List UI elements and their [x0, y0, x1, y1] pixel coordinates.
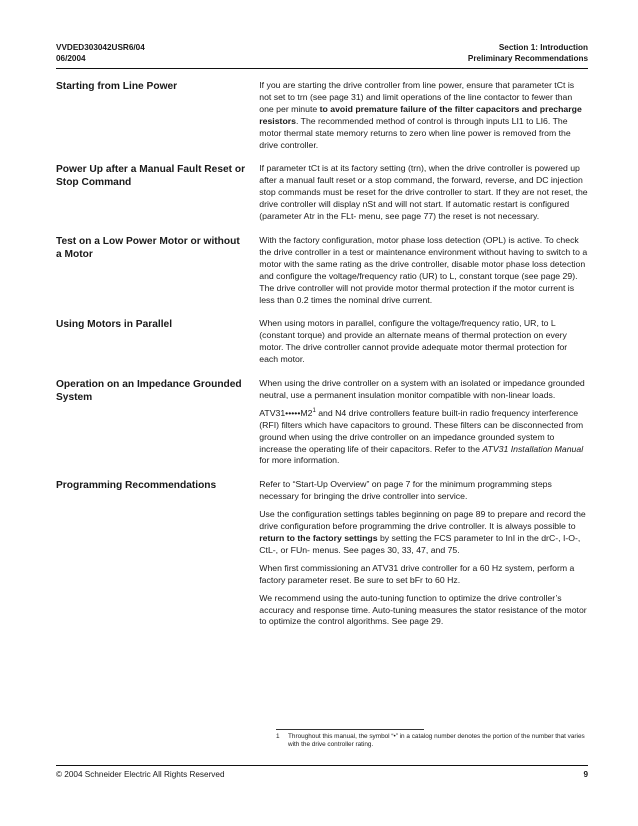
page-footer: [56, 770, 588, 779]
paragraph: [259, 408, 588, 468]
paragraph: When using the drive controller on a system with an isolated or impedance grounded neutral, use a permanent insulation monitor compatible with non-linear loads.: [259, 378, 585, 400]
section-motors-in-parallel: [56, 318, 588, 366]
page-header: [56, 42, 588, 64]
section-test-low-power-motor: [56, 235, 588, 306]
footnote: [276, 733, 588, 750]
bold-text: return to the factory settings: [259, 533, 378, 543]
text-run: If you are starting the drive controller from line power, ensure that parameter tCt is not set to trn (see page 31) and limit operations of the line contactor to fewer than one per minute: [259, 80, 575, 114]
page-number: 9: [583, 770, 588, 779]
text-run: . The recommended method of control is through inputs LI1 to LI6. The motor thermal state memory returns to zero when line power is removed from the drive controller.: [259, 115, 571, 150]
subsection-title: Preliminary Recommendations: [467, 54, 588, 63]
footnote-divider: [276, 729, 424, 730]
paragraph: With the factory configuration, motor phase loss detection (OPL) is active. To check the drive controller in a test or maintenance environment without having to switch to a motor with the same rating as the drive controller, disable motor phase loss detection and configure the voltage/frequency ratio (UR) to L, constant torque (see page 29). The drive controller will not provide motor thermal protection if the motor current is less than 0.2 times the nominal drive current.: [259, 234, 588, 305]
document-id: VVDED303042USR6/04: [56, 43, 145, 52]
section-heading: Programming Recommendations: [56, 480, 217, 492]
footer-divider: [56, 765, 588, 766]
section-body: [259, 163, 588, 223]
section-power-up-after-reset: [56, 163, 588, 223]
section-body: [259, 479, 588, 628]
document-date: 06/2004: [56, 54, 86, 63]
section-heading: Power Up after a Manual Fault Reset or Stop Command: [56, 164, 246, 189]
header-right: [468, 42, 588, 64]
paragraph: When first commissioning an ATV31 drive controller for a 60 Hz system, perform a factory parameter reset. Be sure to set bFr to 60 Hz.: [259, 562, 575, 585]
copyright: © 2004 Schneider Electric All Rights Reserved: [56, 770, 225, 779]
section-body: [259, 318, 588, 366]
section-heading: Using Motors in Parallel: [56, 319, 173, 331]
paragraph: [259, 80, 588, 151]
bold-text: to avoid premature failure of the filter capacitors and precharge resistors: [259, 103, 582, 126]
header-divider: [56, 68, 588, 69]
model-number: ATV31•••••M2: [259, 407, 313, 418]
section-body: [259, 235, 588, 306]
paragraph: If parameter tCt is at its factory setting (trn), when the drive controller is powered up after a manual fault reset or a stop command, the forward, reverse, and DC injection stop commands must be reset for the drive controller to start. If they are not reset, the drive controller will display nSt and will not start. If automatic restart is configured (parameter Atr in the FLt- menu, see page 77) the reset is not necessary.: [259, 163, 588, 222]
text-run: Use the configuration settings tables beginning on page 89 to prepare and record the drive configuration before programming the drive controller. It is always possible to: [259, 509, 586, 532]
section-heading: Starting from Line Power: [56, 81, 178, 92]
content: [56, 80, 588, 640]
section-heading: Operation on an Impedance Grounded System: [56, 379, 242, 404]
footnote-number: 1: [276, 733, 280, 740]
section-body: [259, 80, 588, 151]
paragraph: We recommend using the auto-tuning function to optimize the drive controller’s accuracy and response time. Auto-tuning measures the stator resistance of the motor to optimize the control algorithms. See page 29.: [259, 592, 587, 627]
text-run: for more information.: [259, 455, 340, 466]
text-run: and N4 drive controllers feature built-in radio frequency interference (RFI) filters which have capacitors to ground. These filters can be disconnected from ground when using the drive controller on an impedance grounded system to increase the operating life of their capacitors. Refer to the: [259, 407, 584, 454]
paragraph: Refer to “Start-Up Overview” on page 7 for the minimum programming steps necessary for bringing the drive controller into service.: [259, 479, 552, 502]
footnote-text: Throughout this manual, the symbol “•” in a catalog number denotes the portion of the number that varies with the drive controller rating.: [288, 733, 585, 749]
section-body: [259, 378, 588, 467]
section-starting-from-line-power: [56, 80, 588, 151]
section-title: Section 1: Introduction: [498, 43, 588, 52]
footnote-reference: 1: [312, 407, 316, 414]
text-run: by setting the FCS parameter to InI in the drC-, I-O-, CtL-, or FUn- menus. See pages 30, 33, 47, and 75.: [259, 533, 581, 555]
section-programming-recommendations: [56, 479, 588, 628]
section-heading: Test on a Low Power Motor or without a Motor: [56, 235, 240, 260]
header-left: [56, 42, 145, 64]
paragraph: [259, 509, 588, 557]
italic-text: ATV31 Installation Manual: [482, 443, 584, 454]
paragraph: When using motors in parallel, configure the voltage/frequency ratio, UR, to L (constant torque) and provide an alternate means of thermal protection on every motor. The drive controller cannot provide adequate motor thermal protection for each motor.: [259, 318, 568, 365]
section-impedance-grounded-system: [56, 378, 588, 467]
